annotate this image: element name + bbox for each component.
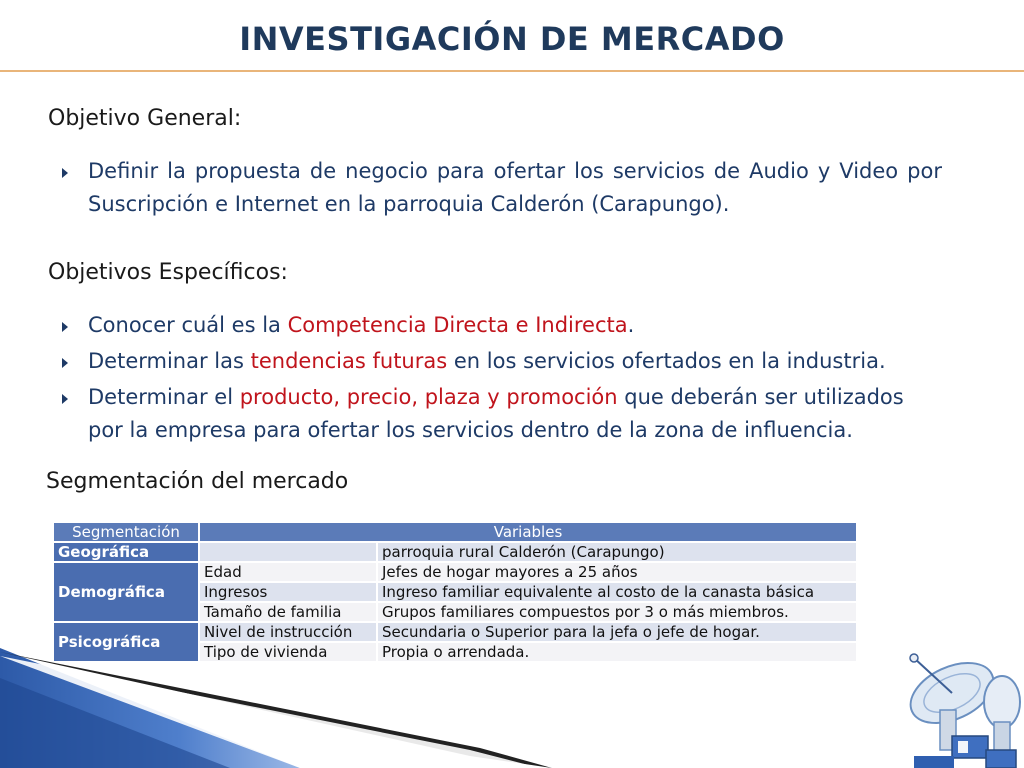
- triangle-bullet-icon: [62, 322, 68, 332]
- row-label: Psicográfica: [53, 622, 199, 662]
- triangle-bullet-icon: [62, 168, 68, 178]
- table-cell: Propia o arrendada.: [377, 642, 857, 662]
- list-item: [60, 309, 942, 342]
- decorative-swoosh: [0, 638, 560, 768]
- column-header: Variables: [199, 522, 857, 542]
- objetivo-general-list: [60, 155, 942, 224]
- table-cell: Jefes de hogar mayores a 25 años: [377, 562, 857, 582]
- table-cell: Secundaria o Superior para la jefa o jefe de hogar.: [377, 622, 857, 642]
- bullet-text: Determinar el: [88, 385, 240, 409]
- triangle-bullet-icon: [62, 358, 68, 368]
- title-divider: [0, 70, 1024, 72]
- table-cell: Tipo de vivienda: [199, 642, 377, 662]
- list-item: [60, 155, 942, 221]
- table-row: [53, 562, 857, 582]
- table-cell: Ingreso familiar equivalente al costo de la canasta básica: [377, 582, 857, 602]
- bullet-text: en los servicios ofertados en la industria.: [447, 349, 886, 373]
- slide-title: INVESTIGACIÓN DE MERCADO: [239, 20, 785, 58]
- table-cell: Tamaño de familia: [199, 602, 377, 622]
- list-item: [60, 381, 942, 447]
- bullet-highlight: tendencias futuras: [250, 349, 448, 373]
- bullet-text: Conocer cuál es la: [88, 313, 288, 337]
- bullet-text: que deberán ser utilizados por la empresa para ofertar los servicios dentro de la zona de influencia.: [88, 385, 904, 442]
- objetivos-especificos-heading: Objetivos Específicos:: [48, 260, 288, 285]
- table-header-row: [53, 522, 857, 542]
- table-cell: [199, 542, 377, 562]
- segmentacion-heading: Segmentación del mercado: [46, 469, 349, 494]
- table-cell: Grupos familiares compuestos por 3 o más miembros.: [377, 602, 857, 622]
- table-cell: Edad: [199, 562, 377, 582]
- table-row: [53, 542, 857, 562]
- list-item: [60, 345, 942, 378]
- column-header: Segmentación: [53, 522, 199, 542]
- bullet-text: .: [627, 313, 635, 337]
- bullet-text: Determinar las: [88, 349, 251, 373]
- bullet-highlight: producto, precio, plaza y promoción: [239, 385, 618, 409]
- objetivo-general-heading: Objetivo General:: [48, 106, 242, 131]
- table-cell: Nivel de instrucción: [199, 622, 377, 642]
- bullet-highlight: Competencia Directa e Indirecta: [287, 313, 628, 337]
- objetivos-especificos-list: [60, 309, 942, 450]
- satellite-dish-icon: [874, 638, 1024, 768]
- bullet-text: Definir la propuesta de negocio para ofertar los servicios de Audio y Video por Suscripción e Internet en la parroquia Calderón (Carapungo).: [88, 159, 942, 216]
- row-label: Demográfica: [53, 562, 199, 622]
- triangle-bullet-icon: [62, 394, 68, 404]
- row-label: Geográfica: [53, 542, 199, 562]
- table-cell: Ingresos: [199, 582, 377, 602]
- table-cell: parroquia rural Calderón (Carapungo): [377, 542, 857, 562]
